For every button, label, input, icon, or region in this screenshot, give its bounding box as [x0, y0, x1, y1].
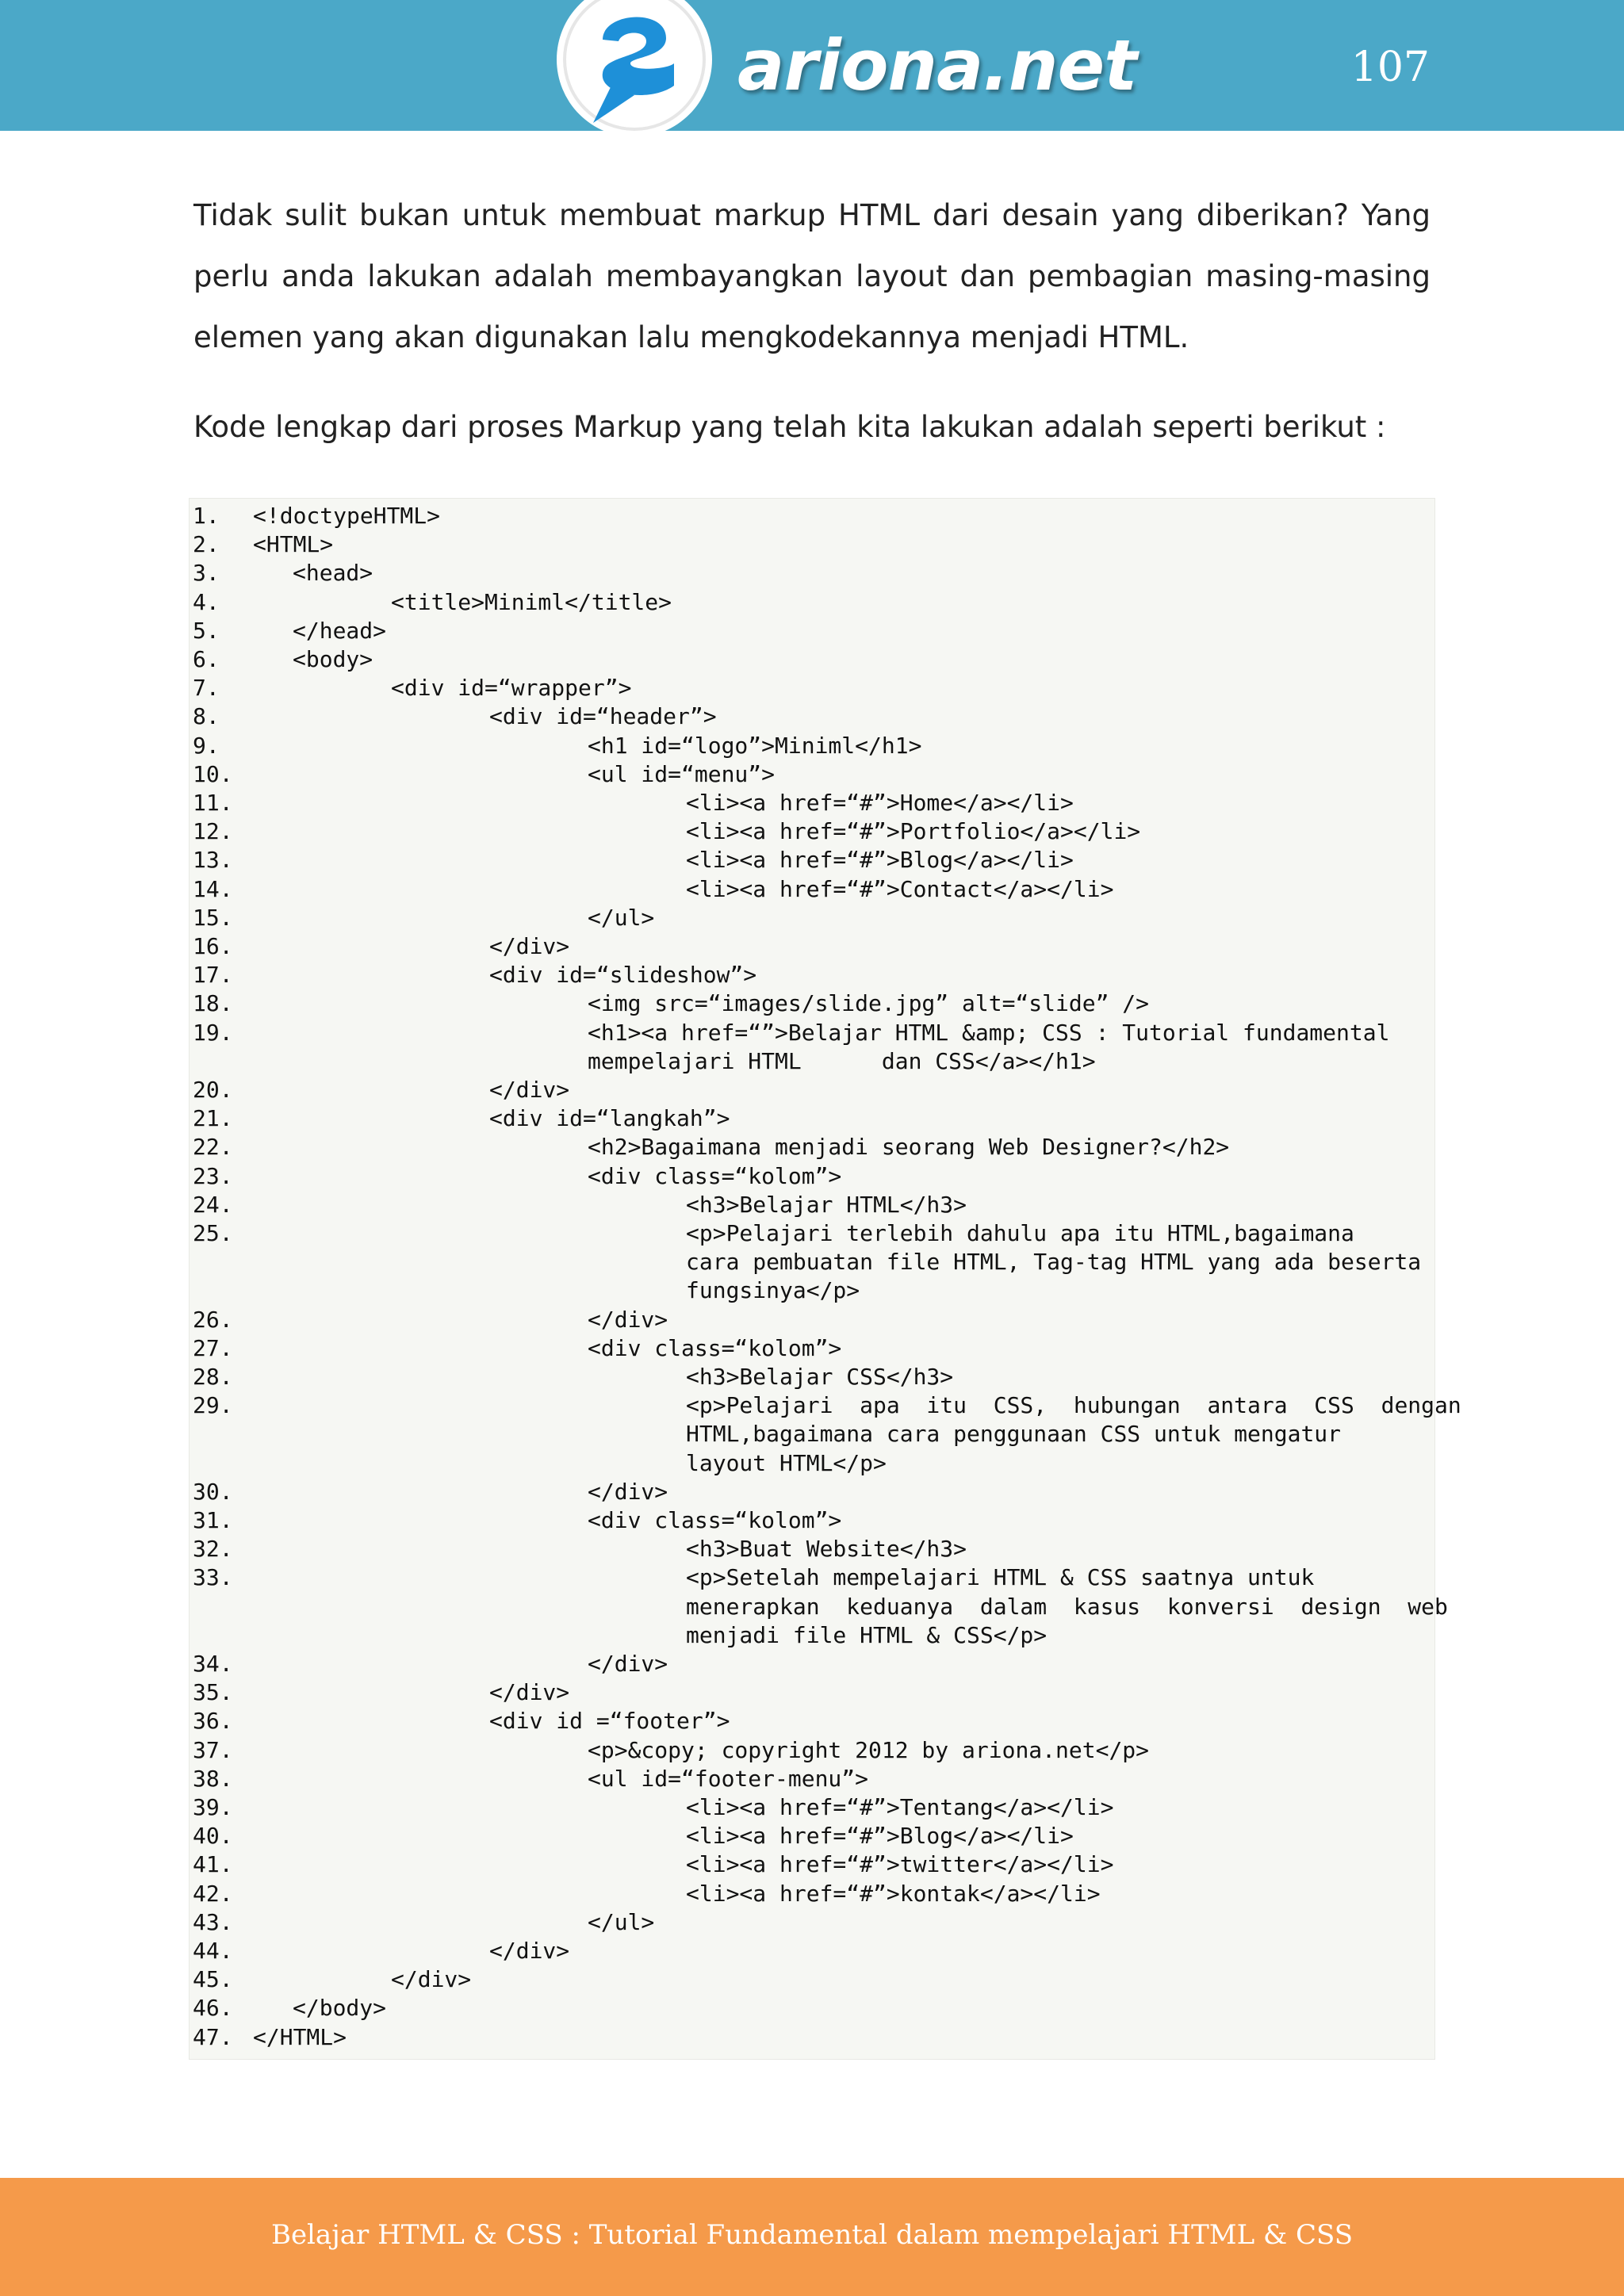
line-number: 12. [193, 818, 233, 845]
line-code: </head> [293, 617, 387, 644]
line-code: </ul> [588, 1908, 655, 1935]
code-line [190, 559, 1436, 587]
page-header [0, 0, 1624, 131]
code-line [190, 1391, 1461, 1420]
line-code: <li><a href=“#”>Portfolio</a></li> [686, 818, 1141, 845]
line-code: </div> [489, 1938, 570, 1964]
code-line [190, 1994, 1436, 2022]
code-line [190, 1478, 1436, 1506]
line-code: <h3>Buat Website</h3> [686, 1536, 967, 1563]
line-code: <h3>Belajar CSS</h3> [686, 1364, 954, 1390]
code-line [190, 1908, 1436, 1937]
line-number: 7. [193, 675, 220, 702]
line-number: 4. [193, 588, 220, 615]
line-code: fungsinya</p> [686, 1277, 860, 1304]
line-code: </div> [588, 1651, 668, 1677]
line-number: 17. [193, 962, 233, 989]
code-line [190, 1850, 1436, 1879]
line-code: <li><a href=“#”>kontak</a></li> [686, 1880, 1101, 1907]
code-line [190, 502, 1436, 530]
line-code: <p>Pelajari terlebih dahulu apa itu HTML,bagaimana [686, 1220, 1354, 1246]
line-code: <div class=“kolom”> [588, 1334, 842, 1361]
line-code: <li><a href=“#”>Tentang</a></li> [686, 1794, 1114, 1820]
line-number: 8. [193, 703, 220, 730]
line-number: 28. [193, 1364, 233, 1390]
line-number: 14. [193, 875, 233, 902]
line-number: 20. [193, 1077, 233, 1103]
code-line [190, 1621, 1436, 1650]
line-number: 6. [193, 646, 220, 672]
ariona-logo-icon [555, 0, 718, 143]
line-number: 45. [193, 1966, 233, 1993]
line-number: 16. [193, 933, 233, 959]
line-number: 18. [193, 990, 233, 1017]
code-line [190, 1076, 1436, 1104]
code-line [190, 645, 1436, 674]
line-code: <title>Miniml</title> [391, 588, 672, 615]
line-number: 27. [193, 1334, 233, 1361]
line-number: 2. [193, 531, 220, 558]
line-code: HTML,bagaimana cara penggunaan CSS untuk mengatur [686, 1421, 1342, 1448]
line-number: 39. [193, 1794, 233, 1820]
line-code: <div id=“wrapper”> [391, 675, 632, 702]
line-number: 42. [193, 1880, 233, 1907]
code-line [190, 817, 1436, 846]
line-number: 21. [193, 1105, 233, 1132]
line-number: 25. [193, 1220, 233, 1246]
line-code: cara pembuatan file HTML, Tag-tag HTML yang ada beserta [686, 1249, 1422, 1276]
line-number: 5. [193, 617, 220, 644]
brand-name: ariona.net [737, 25, 1137, 106]
line-number: 47. [193, 2023, 233, 2050]
line-number: 24. [193, 1191, 233, 1218]
code-line [190, 1219, 1436, 1248]
code-line [190, 1793, 1436, 1822]
code-line [190, 1191, 1436, 1219]
code-line [190, 588, 1436, 617]
line-code: <p>Setelah mempelajari HTML & CSS saatnya untuk [686, 1564, 1315, 1591]
line-code: menerapkan keduanya dalam kasus konversi design web [686, 1593, 1448, 1620]
code-line [190, 1822, 1436, 1850]
line-code: layout HTML</p> [686, 1449, 887, 1476]
line-number: 26. [193, 1306, 233, 1333]
code-line [190, 1650, 1436, 1678]
code-line [190, 1019, 1436, 1047]
line-number: 30. [193, 1478, 233, 1505]
code-line [190, 961, 1436, 989]
line-number: 36. [193, 1708, 233, 1735]
line-code: <div id =“footer”> [489, 1708, 730, 1735]
line-number: 34. [193, 1651, 233, 1677]
code-line [190, 1880, 1436, 1908]
line-number: 31. [193, 1507, 233, 1533]
line-number: 19. [193, 1019, 233, 1046]
code-listing [189, 498, 1461, 2060]
line-code: <li><a href=“#”>Blog</a></li> [686, 847, 1074, 874]
line-number: 38. [193, 1765, 233, 1792]
line-number: 41. [193, 1851, 233, 1878]
line-number: 13. [193, 847, 233, 874]
code-line [190, 1765, 1436, 1793]
line-code: <h2>Bagaimana menjadi seorang Web Designer?</h2> [588, 1134, 1230, 1161]
code-line [190, 1248, 1436, 1276]
line-code: menjadi file HTML & CSS</p> [686, 1621, 1048, 1648]
line-code: </div> [489, 1077, 570, 1103]
line-number: 43. [193, 1908, 233, 1935]
line-code: </ul> [588, 904, 655, 931]
code-line [190, 1736, 1436, 1765]
line-number: 10. [193, 760, 233, 787]
line-number: 9. [193, 732, 220, 759]
line-code: </HTML> [253, 2023, 347, 2050]
line-code: <p>&copy; copyright 2012 by ariona.net</p> [588, 1736, 1150, 1763]
code-line [190, 1133, 1436, 1161]
line-code: <h1><a href=“”>Belajar HTML &amp; CSS : Tutorial fundamental [588, 1019, 1390, 1046]
line-code: <body> [293, 646, 373, 672]
line-number: 40. [193, 1823, 233, 1850]
line-code: <head> [293, 560, 373, 587]
line-number: 22. [193, 1134, 233, 1161]
line-number: 33. [193, 1564, 233, 1591]
line-number: 46. [193, 1995, 233, 2022]
code-line [190, 1420, 1436, 1448]
code-line [190, 1535, 1436, 1563]
code-line [190, 1276, 1436, 1305]
line-code: <h1 id=“logo”>Miniml</h1> [588, 732, 922, 759]
line-code: <img src=“images/slide.jpg” alt=“slide” /> [588, 990, 1150, 1017]
code-line [190, 932, 1436, 961]
code-line [190, 760, 1436, 789]
line-number: 3. [193, 560, 220, 587]
code-line [190, 1965, 1436, 1994]
code-line [190, 1162, 1436, 1191]
code-line [190, 846, 1436, 874]
line-code: </div> [489, 933, 570, 959]
line-number: 15. [193, 904, 233, 931]
line-code: <!doctypeHTML> [253, 503, 441, 529]
line-code: <ul id=“footer-menu”> [588, 1765, 869, 1792]
line-code: <div id=“langkah”> [489, 1105, 730, 1132]
line-code: <p>Pelajari apa itu CSS, hubungan antara CSS dengan [686, 1392, 1461, 1419]
code-line [190, 1937, 1436, 1965]
line-code: <h3>Belajar HTML</h3> [686, 1191, 967, 1218]
page-footer [0, 2178, 1624, 2296]
code-line [190, 875, 1436, 904]
code-line [190, 617, 1436, 645]
code-line [190, 2023, 1436, 2052]
code-line [190, 1678, 1436, 1707]
code-line [190, 674, 1436, 702]
line-number: 1. [193, 503, 220, 529]
page-number: 107 [1350, 44, 1430, 91]
code-line [190, 1047, 1436, 1076]
code-line [190, 1363, 1436, 1391]
line-code: <ul id=“menu”> [588, 760, 776, 787]
code-line [190, 1334, 1436, 1363]
line-code: </div> [588, 1306, 668, 1333]
line-code: <li><a href=“#”>Blog</a></li> [686, 1823, 1074, 1850]
code-line [190, 989, 1436, 1018]
line-code: </div> [489, 1679, 570, 1706]
line-code: <li><a href=“#”>Contact</a></li> [686, 875, 1114, 902]
line-code: <li><a href=“#”>Home</a></li> [686, 790, 1074, 816]
line-code: <li><a href=“#”>twitter</a></li> [686, 1851, 1114, 1878]
line-code: <div class=“kolom”> [588, 1507, 842, 1533]
line-number: 44. [193, 1938, 233, 1964]
code-line [190, 1449, 1436, 1478]
code-line [190, 530, 1436, 559]
line-number: 11. [193, 790, 233, 816]
line-code: <div class=“kolom”> [588, 1162, 842, 1189]
code-line [190, 1563, 1436, 1592]
line-code: mempelajari HTML dan CSS</a></h1> [588, 1047, 1096, 1074]
line-code: <div id=“header”> [489, 703, 717, 730]
line-number: 32. [193, 1536, 233, 1563]
intro-paragraph: Tidak sulit bukan untuk membuat markup HTML dari desain yang diberikan? Yang perlu anda lakukan adalah membayangkan layout dan pembagian masing-masing elemen yang akan digunakan lalu mengkodekannya menjadi HTML. [193, 198, 1431, 354]
line-number: 37. [193, 1736, 233, 1763]
footer-title: Belajar HTML & CSS : Tutorial Fundamental dalam mempelajari HTML & CSS [270, 2219, 1354, 2251]
line-code: <HTML> [253, 531, 334, 558]
line-code: </body> [293, 1995, 387, 2022]
code-line [190, 1506, 1436, 1535]
lead-paragraph: Kode lengkap dari proses Markup yang telah kita lakukan adalah seperti berikut : [193, 410, 1386, 444]
code-line [190, 732, 1436, 760]
code-line [190, 702, 1436, 731]
line-number: 35. [193, 1679, 233, 1706]
code-line [190, 1707, 1436, 1735]
code-line [190, 789, 1436, 817]
line-code: </div> [588, 1478, 668, 1505]
line-number: 23. [193, 1162, 233, 1189]
line-code: <div id=“slideshow”> [489, 962, 757, 989]
line-number: 29. [193, 1392, 233, 1419]
code-line [190, 1306, 1436, 1334]
line-code: </div> [391, 1966, 472, 1993]
code-line [190, 1104, 1436, 1133]
code-line [190, 1593, 1448, 1621]
code-line [190, 904, 1436, 932]
